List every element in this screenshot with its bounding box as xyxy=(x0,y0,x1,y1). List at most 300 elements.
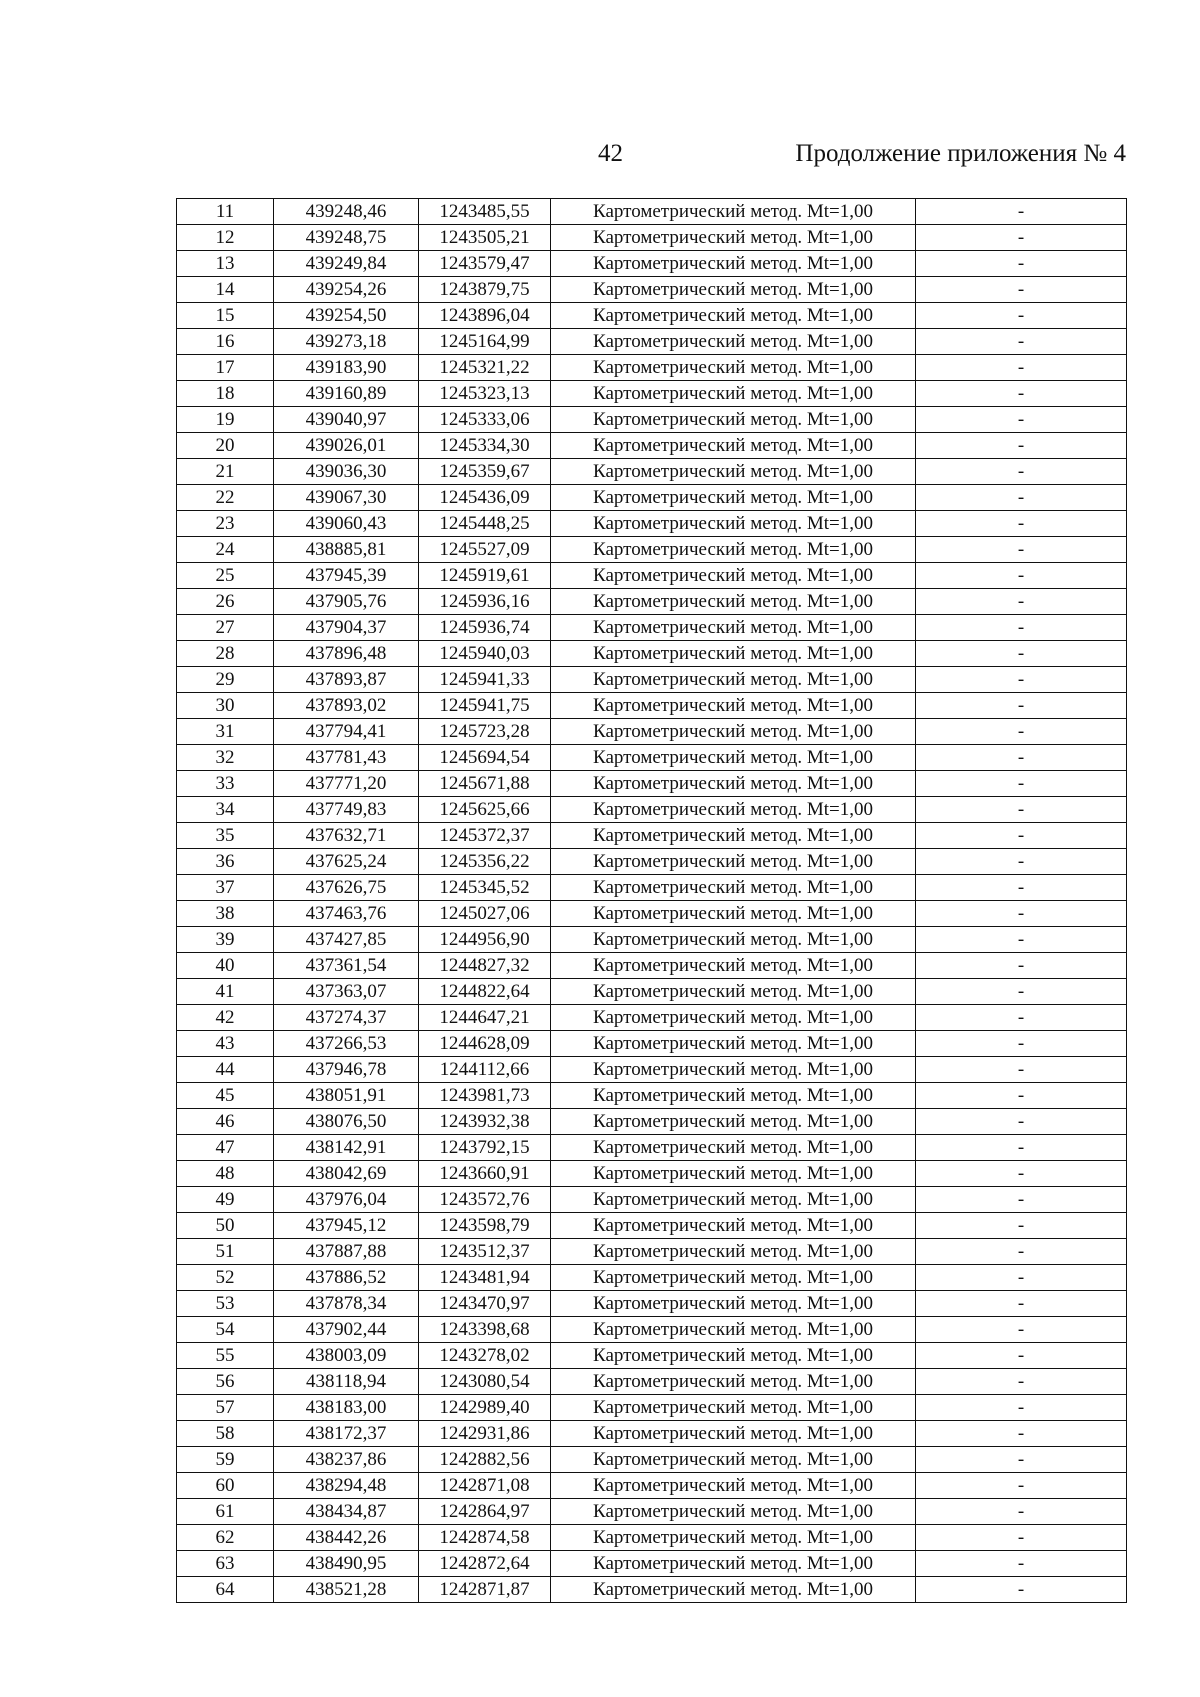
method-cell: Картометрический метод. Mt=1,00 xyxy=(551,589,916,615)
method-cell: Картометрический метод. Mt=1,00 xyxy=(551,745,916,771)
method-cell: Картометрический метод. Mt=1,00 xyxy=(551,1213,916,1239)
extra-cell: - xyxy=(916,797,1127,823)
method-cell: Картометрический метод. Mt=1,00 xyxy=(551,355,916,381)
extra-cell: - xyxy=(916,251,1127,277)
method-cell: Картометрический метод. Mt=1,00 xyxy=(551,1499,916,1525)
point-number-cell: 56 xyxy=(177,1369,274,1395)
point-number-cell: 41 xyxy=(177,979,274,1005)
extra-cell: - xyxy=(916,1109,1127,1135)
method-cell: Картометрический метод. Mt=1,00 xyxy=(551,459,916,485)
x-coordinate-cell: 439254,26 xyxy=(274,277,419,303)
table-row xyxy=(177,329,1127,355)
method-cell: Картометрический метод. Mt=1,00 xyxy=(551,1057,916,1083)
method-cell: Картометрический метод. Mt=1,00 xyxy=(551,719,916,745)
x-coordinate-cell: 437893,02 xyxy=(274,693,419,719)
x-coordinate-cell: 439060,43 xyxy=(274,511,419,537)
table-row xyxy=(177,823,1127,849)
x-coordinate-cell: 437781,43 xyxy=(274,745,419,771)
extra-cell: - xyxy=(916,1395,1127,1421)
extra-cell: - xyxy=(916,1265,1127,1291)
method-cell: Картометрический метод. Mt=1,00 xyxy=(551,485,916,511)
point-number-cell: 30 xyxy=(177,693,274,719)
extra-cell: - xyxy=(916,1213,1127,1239)
point-number-cell: 11 xyxy=(177,199,274,225)
y-coordinate-cell: 1245333,06 xyxy=(419,407,551,433)
method-cell: Картометрический метод. Mt=1,00 xyxy=(551,303,916,329)
x-coordinate-cell: 439273,18 xyxy=(274,329,419,355)
method-cell: Картометрический метод. Mt=1,00 xyxy=(551,1551,916,1577)
table-row xyxy=(177,537,1127,563)
table-row xyxy=(177,485,1127,511)
table-row xyxy=(177,1525,1127,1551)
point-number-cell: 27 xyxy=(177,615,274,641)
point-number-cell: 47 xyxy=(177,1135,274,1161)
method-cell: Картометрический метод. Mt=1,00 xyxy=(551,381,916,407)
table-row xyxy=(177,1239,1127,1265)
extra-cell: - xyxy=(916,277,1127,303)
extra-cell: - xyxy=(916,407,1127,433)
method-cell: Картометрический метод. Mt=1,00 xyxy=(551,1005,916,1031)
x-coordinate-cell: 438183,00 xyxy=(274,1395,419,1421)
method-cell: Картометрический метод. Mt=1,00 xyxy=(551,1109,916,1135)
point-number-cell: 37 xyxy=(177,875,274,901)
point-number-cell: 36 xyxy=(177,849,274,875)
y-coordinate-cell: 1245359,67 xyxy=(419,459,551,485)
x-coordinate-cell: 439067,30 xyxy=(274,485,419,511)
extra-cell: - xyxy=(916,433,1127,459)
point-number-cell: 44 xyxy=(177,1057,274,1083)
method-cell: Картометрический метод. Mt=1,00 xyxy=(551,1317,916,1343)
x-coordinate-cell: 438172,37 xyxy=(274,1421,419,1447)
method-cell: Картометрический метод. Mt=1,00 xyxy=(551,901,916,927)
table-row xyxy=(177,1369,1127,1395)
table-row xyxy=(177,641,1127,667)
y-coordinate-cell: 1245356,22 xyxy=(419,849,551,875)
extra-cell: - xyxy=(916,823,1127,849)
y-coordinate-cell: 1243879,75 xyxy=(419,277,551,303)
extra-cell: - xyxy=(916,1187,1127,1213)
point-number-cell: 38 xyxy=(177,901,274,927)
y-coordinate-cell: 1245625,66 xyxy=(419,797,551,823)
extra-cell: - xyxy=(916,1057,1127,1083)
method-cell: Картометрический метод. Mt=1,00 xyxy=(551,1161,916,1187)
point-number-cell: 64 xyxy=(177,1577,274,1603)
x-coordinate-cell: 439036,30 xyxy=(274,459,419,485)
x-coordinate-cell: 437361,54 xyxy=(274,953,419,979)
extra-cell: - xyxy=(916,615,1127,641)
table-row xyxy=(177,693,1127,719)
extra-cell: - xyxy=(916,1577,1127,1603)
table-row xyxy=(177,849,1127,875)
point-number-cell: 24 xyxy=(177,537,274,563)
method-cell: Картометрический метод. Mt=1,00 xyxy=(551,953,916,979)
y-coordinate-cell: 1245448,25 xyxy=(419,511,551,537)
x-coordinate-cell: 438118,94 xyxy=(274,1369,419,1395)
table-row xyxy=(177,771,1127,797)
x-coordinate-cell: 439254,50 xyxy=(274,303,419,329)
x-coordinate-cell: 438051,91 xyxy=(274,1083,419,1109)
method-cell: Картометрический метод. Mt=1,00 xyxy=(551,329,916,355)
method-cell: Картометрический метод. Mt=1,00 xyxy=(551,563,916,589)
table-row xyxy=(177,1109,1127,1135)
method-cell: Картометрический метод. Mt=1,00 xyxy=(551,849,916,875)
x-coordinate-cell: 439026,01 xyxy=(274,433,419,459)
point-number-cell: 54 xyxy=(177,1317,274,1343)
y-coordinate-cell: 1244647,21 xyxy=(419,1005,551,1031)
extra-cell: - xyxy=(916,225,1127,251)
extra-cell: - xyxy=(916,563,1127,589)
point-number-cell: 21 xyxy=(177,459,274,485)
method-cell: Картометрический метод. Mt=1,00 xyxy=(551,1031,916,1057)
y-coordinate-cell: 1243278,02 xyxy=(419,1343,551,1369)
y-coordinate-cell: 1245723,28 xyxy=(419,719,551,745)
point-number-cell: 58 xyxy=(177,1421,274,1447)
x-coordinate-cell: 438142,91 xyxy=(274,1135,419,1161)
x-coordinate-cell: 439040,97 xyxy=(274,407,419,433)
x-coordinate-cell: 437878,34 xyxy=(274,1291,419,1317)
extra-cell: - xyxy=(916,641,1127,667)
method-cell: Картометрический метод. Mt=1,00 xyxy=(551,797,916,823)
method-cell: Картометрический метод. Mt=1,00 xyxy=(551,1369,916,1395)
point-number-cell: 48 xyxy=(177,1161,274,1187)
y-coordinate-cell: 1245936,16 xyxy=(419,589,551,615)
y-coordinate-cell: 1245694,54 xyxy=(419,745,551,771)
y-coordinate-cell: 1243080,54 xyxy=(419,1369,551,1395)
extra-cell: - xyxy=(916,1447,1127,1473)
x-coordinate-cell: 439248,46 xyxy=(274,199,419,225)
extra-cell: - xyxy=(916,1525,1127,1551)
y-coordinate-cell: 1244628,09 xyxy=(419,1031,551,1057)
point-number-cell: 12 xyxy=(177,225,274,251)
x-coordinate-cell: 439183,90 xyxy=(274,355,419,381)
extra-cell: - xyxy=(916,979,1127,1005)
point-number-cell: 26 xyxy=(177,589,274,615)
extra-cell: - xyxy=(916,745,1127,771)
table-row xyxy=(177,875,1127,901)
point-number-cell: 29 xyxy=(177,667,274,693)
method-cell: Картометрический метод. Mt=1,00 xyxy=(551,1135,916,1161)
table-row xyxy=(177,1161,1127,1187)
extra-cell: - xyxy=(916,1551,1127,1577)
method-cell: Картометрический метод. Mt=1,00 xyxy=(551,693,916,719)
extra-cell: - xyxy=(916,1135,1127,1161)
method-cell: Картометрический метод. Mt=1,00 xyxy=(551,1239,916,1265)
extra-cell: - xyxy=(916,1239,1127,1265)
point-number-cell: 14 xyxy=(177,277,274,303)
table-row xyxy=(177,953,1127,979)
x-coordinate-cell: 438490,95 xyxy=(274,1551,419,1577)
x-coordinate-cell: 437887,88 xyxy=(274,1239,419,1265)
method-cell: Картометрический метод. Mt=1,00 xyxy=(551,641,916,667)
y-coordinate-cell: 1245372,37 xyxy=(419,823,551,849)
x-coordinate-cell: 437945,39 xyxy=(274,563,419,589)
x-coordinate-cell: 438521,28 xyxy=(274,1577,419,1603)
coordinates-table xyxy=(176,198,1127,1603)
point-number-cell: 19 xyxy=(177,407,274,433)
point-number-cell: 13 xyxy=(177,251,274,277)
method-cell: Картометрический метод. Mt=1,00 xyxy=(551,1187,916,1213)
extra-cell: - xyxy=(916,719,1127,745)
x-coordinate-cell: 437771,20 xyxy=(274,771,419,797)
y-coordinate-cell: 1243485,55 xyxy=(419,199,551,225)
method-cell: Картометрический метод. Mt=1,00 xyxy=(551,251,916,277)
y-coordinate-cell: 1243792,15 xyxy=(419,1135,551,1161)
extra-cell: - xyxy=(916,511,1127,537)
table-row xyxy=(177,1473,1127,1499)
point-number-cell: 18 xyxy=(177,381,274,407)
method-cell: Картометрический метод. Mt=1,00 xyxy=(551,407,916,433)
extra-cell: - xyxy=(916,1369,1127,1395)
point-number-cell: 46 xyxy=(177,1109,274,1135)
table-row xyxy=(177,1057,1127,1083)
point-number-cell: 53 xyxy=(177,1291,274,1317)
method-cell: Картометрический метод. Mt=1,00 xyxy=(551,1473,916,1499)
method-cell: Картометрический метод. Mt=1,00 xyxy=(551,511,916,537)
y-coordinate-cell: 1242871,08 xyxy=(419,1473,551,1499)
extra-cell: - xyxy=(916,303,1127,329)
x-coordinate-cell: 437625,24 xyxy=(274,849,419,875)
extra-cell: - xyxy=(916,1031,1127,1057)
point-number-cell: 43 xyxy=(177,1031,274,1057)
table-row xyxy=(177,1083,1127,1109)
point-number-cell: 15 xyxy=(177,303,274,329)
x-coordinate-cell: 437626,75 xyxy=(274,875,419,901)
x-coordinate-cell: 437794,41 xyxy=(274,719,419,745)
table-row xyxy=(177,1031,1127,1057)
table-row xyxy=(177,303,1127,329)
y-coordinate-cell: 1242864,97 xyxy=(419,1499,551,1525)
x-coordinate-cell: 437896,48 xyxy=(274,641,419,667)
extra-cell: - xyxy=(916,693,1127,719)
x-coordinate-cell: 437976,04 xyxy=(274,1187,419,1213)
y-coordinate-cell: 1245323,13 xyxy=(419,381,551,407)
x-coordinate-cell: 437749,83 xyxy=(274,797,419,823)
extra-cell: - xyxy=(916,1317,1127,1343)
y-coordinate-cell: 1242931,86 xyxy=(419,1421,551,1447)
table-row xyxy=(177,1317,1127,1343)
extra-cell: - xyxy=(916,537,1127,563)
table-row xyxy=(177,589,1127,615)
y-coordinate-cell: 1245919,61 xyxy=(419,563,551,589)
method-cell: Картометрический метод. Mt=1,00 xyxy=(551,615,916,641)
point-number-cell: 34 xyxy=(177,797,274,823)
y-coordinate-cell: 1243896,04 xyxy=(419,303,551,329)
table-row xyxy=(177,199,1127,225)
y-coordinate-cell: 1243481,94 xyxy=(419,1265,551,1291)
extra-cell: - xyxy=(916,589,1127,615)
table-row xyxy=(177,1499,1127,1525)
y-coordinate-cell: 1245027,06 xyxy=(419,901,551,927)
y-coordinate-cell: 1245527,09 xyxy=(419,537,551,563)
point-number-cell: 62 xyxy=(177,1525,274,1551)
x-coordinate-cell: 438003,09 xyxy=(274,1343,419,1369)
point-number-cell: 22 xyxy=(177,485,274,511)
y-coordinate-cell: 1242989,40 xyxy=(419,1395,551,1421)
point-number-cell: 32 xyxy=(177,745,274,771)
method-cell: Картометрический метод. Mt=1,00 xyxy=(551,1291,916,1317)
y-coordinate-cell: 1242872,64 xyxy=(419,1551,551,1577)
x-coordinate-cell: 437893,87 xyxy=(274,667,419,693)
y-coordinate-cell: 1243512,37 xyxy=(419,1239,551,1265)
table-row xyxy=(177,901,1127,927)
extra-cell: - xyxy=(916,1473,1127,1499)
point-number-cell: 33 xyxy=(177,771,274,797)
y-coordinate-cell: 1243579,47 xyxy=(419,251,551,277)
y-coordinate-cell: 1245941,75 xyxy=(419,693,551,719)
point-number-cell: 55 xyxy=(177,1343,274,1369)
method-cell: Картометрический метод. Mt=1,00 xyxy=(551,1577,916,1603)
extra-cell: - xyxy=(916,771,1127,797)
table-row xyxy=(177,1343,1127,1369)
table-row xyxy=(177,1265,1127,1291)
extra-cell: - xyxy=(916,1161,1127,1187)
point-number-cell: 57 xyxy=(177,1395,274,1421)
extra-cell: - xyxy=(916,927,1127,953)
method-cell: Картометрический метод. Mt=1,00 xyxy=(551,433,916,459)
method-cell: Картометрический метод. Mt=1,00 xyxy=(551,1083,916,1109)
x-coordinate-cell: 438442,26 xyxy=(274,1525,419,1551)
table-row xyxy=(177,745,1127,771)
extra-cell: - xyxy=(916,1421,1127,1447)
extra-cell: - xyxy=(916,1083,1127,1109)
method-cell: Картометрический метод. Mt=1,00 xyxy=(551,1447,916,1473)
table-row xyxy=(177,433,1127,459)
table-row xyxy=(177,251,1127,277)
table-row xyxy=(177,1213,1127,1239)
extra-cell: - xyxy=(916,953,1127,979)
x-coordinate-cell: 437463,76 xyxy=(274,901,419,927)
coordinates-table-body xyxy=(177,199,1127,1603)
y-coordinate-cell: 1242882,56 xyxy=(419,1447,551,1473)
x-coordinate-cell: 437905,76 xyxy=(274,589,419,615)
x-coordinate-cell: 439160,89 xyxy=(274,381,419,407)
y-coordinate-cell: 1243470,97 xyxy=(419,1291,551,1317)
x-coordinate-cell: 437945,12 xyxy=(274,1213,419,1239)
point-number-cell: 45 xyxy=(177,1083,274,1109)
point-number-cell: 28 xyxy=(177,641,274,667)
table-row xyxy=(177,511,1127,537)
point-number-cell: 40 xyxy=(177,953,274,979)
point-number-cell: 52 xyxy=(177,1265,274,1291)
point-number-cell: 60 xyxy=(177,1473,274,1499)
method-cell: Картометрический метод. Mt=1,00 xyxy=(551,537,916,563)
method-cell: Картометрический метод. Mt=1,00 xyxy=(551,1265,916,1291)
x-coordinate-cell: 437886,52 xyxy=(274,1265,419,1291)
x-coordinate-cell: 437902,44 xyxy=(274,1317,419,1343)
y-coordinate-cell: 1242874,58 xyxy=(419,1525,551,1551)
point-number-cell: 17 xyxy=(177,355,274,381)
table-row xyxy=(177,1135,1127,1161)
extra-cell: - xyxy=(916,199,1127,225)
x-coordinate-cell: 438237,86 xyxy=(274,1447,419,1473)
y-coordinate-cell: 1245936,74 xyxy=(419,615,551,641)
x-coordinate-cell: 439249,84 xyxy=(274,251,419,277)
extra-cell: - xyxy=(916,1291,1127,1317)
table-row xyxy=(177,615,1127,641)
extra-cell: - xyxy=(916,667,1127,693)
table-row xyxy=(177,979,1127,1005)
point-number-cell: 42 xyxy=(177,1005,274,1031)
table-row xyxy=(177,225,1127,251)
point-number-cell: 51 xyxy=(177,1239,274,1265)
method-cell: Картометрический метод. Mt=1,00 xyxy=(551,277,916,303)
method-cell: Картометрический метод. Mt=1,00 xyxy=(551,979,916,1005)
y-coordinate-cell: 1244822,64 xyxy=(419,979,551,1005)
y-coordinate-cell: 1243981,73 xyxy=(419,1083,551,1109)
table-row xyxy=(177,1187,1127,1213)
extra-cell: - xyxy=(916,1005,1127,1031)
table-row xyxy=(177,1291,1127,1317)
method-cell: Картометрический метод. Mt=1,00 xyxy=(551,771,916,797)
method-cell: Картометрический метод. Mt=1,00 xyxy=(551,875,916,901)
y-coordinate-cell: 1245345,52 xyxy=(419,875,551,901)
x-coordinate-cell: 437946,78 xyxy=(274,1057,419,1083)
x-coordinate-cell: 437363,07 xyxy=(274,979,419,1005)
extra-cell: - xyxy=(916,1499,1127,1525)
extra-cell: - xyxy=(916,355,1127,381)
point-number-cell: 63 xyxy=(177,1551,274,1577)
table-row xyxy=(177,1421,1127,1447)
x-coordinate-cell: 437427,85 xyxy=(274,927,419,953)
document-title: Продолжение приложения № 4 xyxy=(795,140,1126,167)
x-coordinate-cell: 438885,81 xyxy=(274,537,419,563)
y-coordinate-cell: 1245941,33 xyxy=(419,667,551,693)
table-row xyxy=(177,407,1127,433)
method-cell: Картометрический метод. Mt=1,00 xyxy=(551,1525,916,1551)
x-coordinate-cell: 437274,37 xyxy=(274,1005,419,1031)
y-coordinate-cell: 1243572,76 xyxy=(419,1187,551,1213)
method-cell: Картометрический метод. Mt=1,00 xyxy=(551,225,916,251)
extra-cell: - xyxy=(916,875,1127,901)
point-number-cell: 49 xyxy=(177,1187,274,1213)
x-coordinate-cell: 437904,37 xyxy=(274,615,419,641)
extra-cell: - xyxy=(916,459,1127,485)
table-row xyxy=(177,719,1127,745)
extra-cell: - xyxy=(916,381,1127,407)
y-coordinate-cell: 1245671,88 xyxy=(419,771,551,797)
method-cell: Картометрический метод. Mt=1,00 xyxy=(551,1421,916,1447)
y-coordinate-cell: 1242871,87 xyxy=(419,1577,551,1603)
y-coordinate-cell: 1245164,99 xyxy=(419,329,551,355)
x-coordinate-cell: 438294,48 xyxy=(274,1473,419,1499)
method-cell: Картометрический метод. Mt=1,00 xyxy=(551,823,916,849)
x-coordinate-cell: 438042,69 xyxy=(274,1161,419,1187)
point-number-cell: 35 xyxy=(177,823,274,849)
method-cell: Картометрический метод. Mt=1,00 xyxy=(551,1343,916,1369)
x-coordinate-cell: 437632,71 xyxy=(274,823,419,849)
table-row xyxy=(177,1551,1127,1577)
table-row xyxy=(177,1005,1127,1031)
point-number-cell: 59 xyxy=(177,1447,274,1473)
y-coordinate-cell: 1243932,38 xyxy=(419,1109,551,1135)
extra-cell: - xyxy=(916,485,1127,511)
method-cell: Картометрический метод. Mt=1,00 xyxy=(551,927,916,953)
table-row xyxy=(177,1395,1127,1421)
point-number-cell: 31 xyxy=(177,719,274,745)
table-row xyxy=(177,797,1127,823)
table-row xyxy=(177,667,1127,693)
page-number: 42 xyxy=(598,140,623,167)
x-coordinate-cell: 437266,53 xyxy=(274,1031,419,1057)
point-number-cell: 25 xyxy=(177,563,274,589)
extra-cell: - xyxy=(916,849,1127,875)
table-row xyxy=(177,1447,1127,1473)
y-coordinate-cell: 1243398,68 xyxy=(419,1317,551,1343)
point-number-cell: 20 xyxy=(177,433,274,459)
y-coordinate-cell: 1244112,66 xyxy=(419,1057,551,1083)
y-coordinate-cell: 1243660,91 xyxy=(419,1161,551,1187)
y-coordinate-cell: 1245940,03 xyxy=(419,641,551,667)
